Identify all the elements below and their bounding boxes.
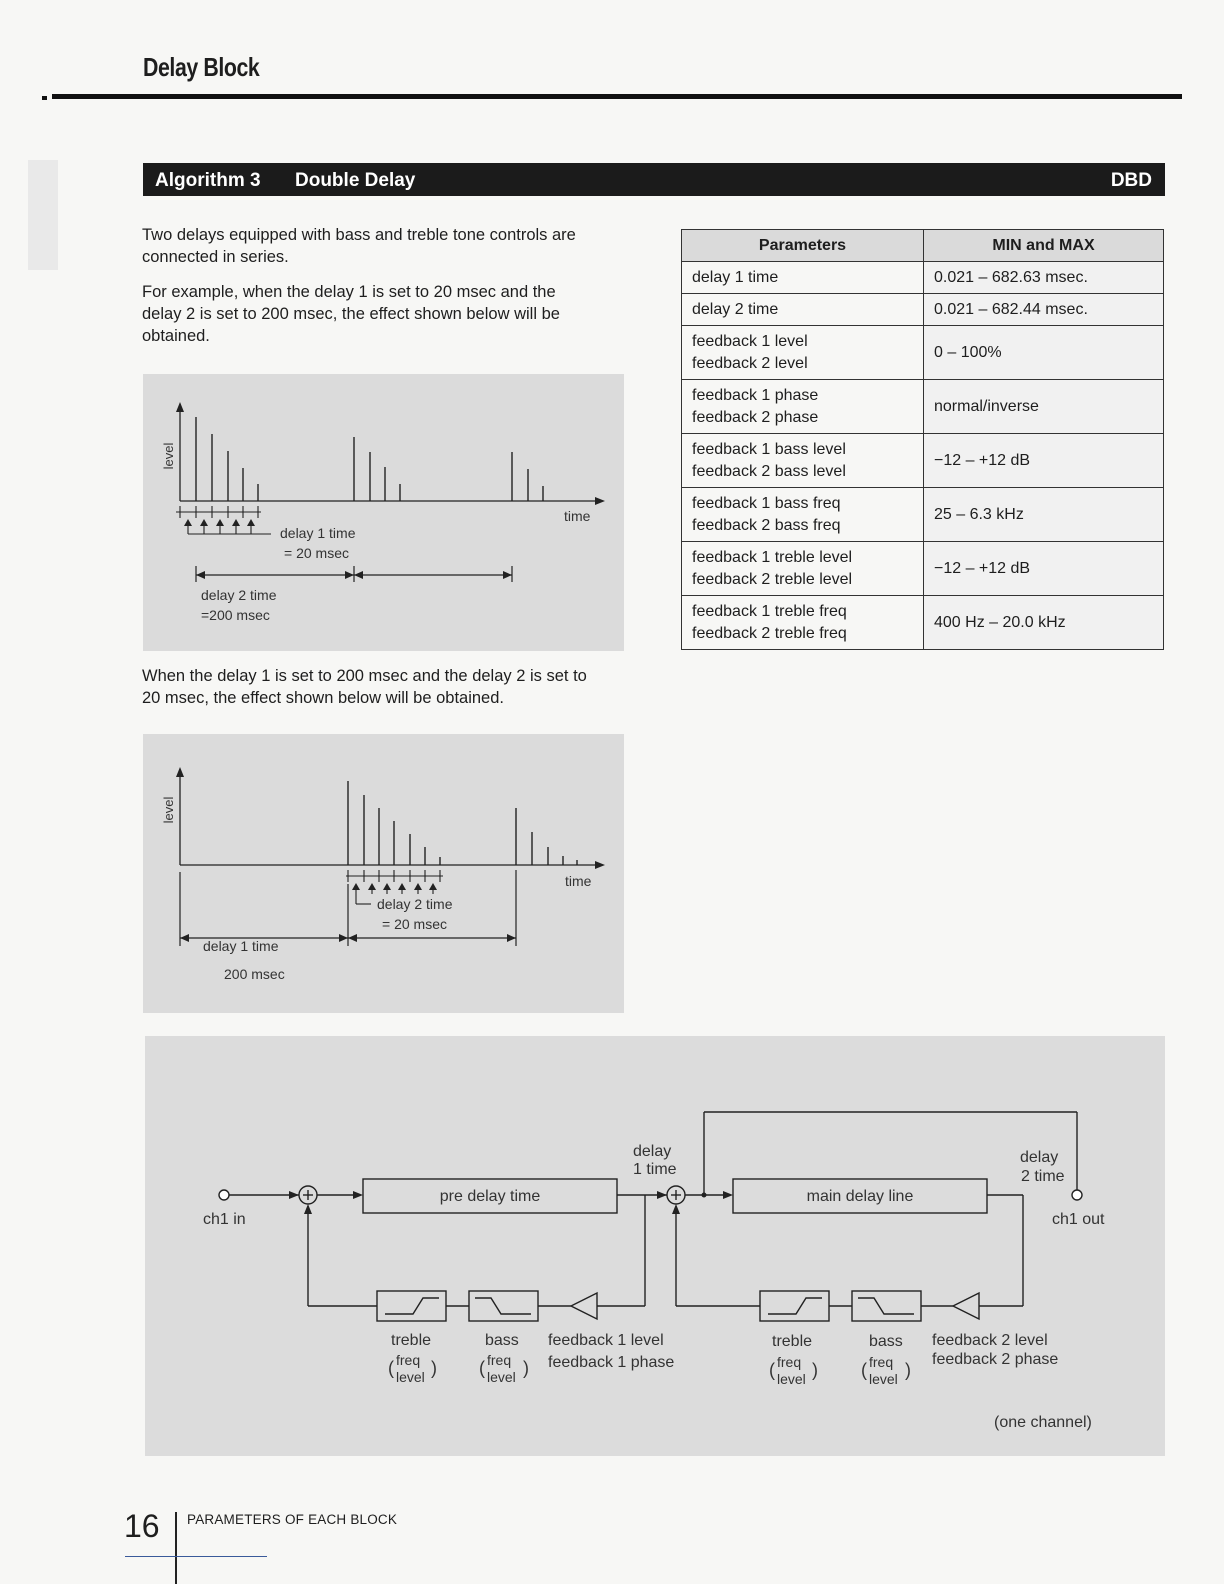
algorithm-code: DBD xyxy=(1110,170,1152,191)
side-tab xyxy=(28,160,58,270)
page-title: Delay Block xyxy=(143,52,260,82)
delay1-time-label: 1 time xyxy=(633,1161,677,1178)
table-row xyxy=(682,294,1164,326)
delay2-label: delay xyxy=(1020,1149,1059,1166)
bass-freq-label: freq xyxy=(487,1352,512,1368)
param-range: 400 Hz – 20.0 kHz xyxy=(924,596,1164,650)
bass-label: bass xyxy=(485,1332,519,1349)
echo-figure-2 xyxy=(143,734,624,1013)
algorithm-name: Double Delay xyxy=(295,170,416,191)
middle-line: 20 msec, the effect shown below will be obtained. xyxy=(142,689,504,707)
feedback-2-phase-label: feedback 2 phase xyxy=(932,1351,1059,1368)
footer-divider xyxy=(175,1512,177,1584)
one-channel-note: (one channel) xyxy=(994,1414,1092,1431)
column-header-parameters: Parameters xyxy=(682,230,924,262)
bass-level-label: level xyxy=(869,1371,898,1387)
delay2-label: delay 2 time xyxy=(201,587,277,603)
param-name: feedback 1 treble freq feedback 2 treble freq xyxy=(682,596,924,650)
param-range: 0.021 – 682.44 msec. xyxy=(924,294,1164,326)
intro-line: connected in series. xyxy=(142,248,289,266)
intro-paragraph-1 xyxy=(142,224,632,268)
bass-freq-label: freq xyxy=(869,1354,894,1370)
feedback-1-phase-label: feedback 1 phase xyxy=(548,1354,675,1371)
treble-label: treble xyxy=(391,1332,432,1349)
x-axis-label: time xyxy=(565,873,592,889)
param-range: −12 – +12 dB xyxy=(924,434,1164,488)
algorithm-bar xyxy=(143,163,1165,196)
param-name: feedback 1 treble level feedback 2 treble level xyxy=(682,542,924,596)
delay1-value: 200 msec xyxy=(224,966,285,982)
y-axis-label: level xyxy=(161,442,176,470)
bass-label: bass xyxy=(869,1333,903,1350)
output-terminal xyxy=(1072,1190,1082,1200)
treble-freq-label: freq xyxy=(396,1352,421,1368)
param-range: 0 – 100% xyxy=(924,326,1164,380)
parameter-table xyxy=(681,229,1164,650)
param-name: feedback 1 phase feedback 2 phase xyxy=(682,380,924,434)
intro-line: Two delays equipped with bass and treble tone controls are xyxy=(142,226,576,244)
table-row xyxy=(682,542,1164,596)
svg-text:): ) xyxy=(431,1358,437,1378)
block-diagram xyxy=(145,1036,1165,1456)
table-row xyxy=(682,488,1164,542)
treble-label: treble xyxy=(772,1333,813,1350)
feedback-1-level-label: feedback 1 level xyxy=(548,1332,664,1349)
column-header-range: MIN and MAX xyxy=(924,230,1164,262)
table-row xyxy=(682,380,1164,434)
figure-background xyxy=(143,734,624,1013)
algorithm-label: Algorithm 3 xyxy=(155,170,261,191)
param-range: −12 – +12 dB xyxy=(924,542,1164,596)
param-name: feedback 1 level feedback 2 level xyxy=(682,326,924,380)
param-range: 25 – 6.3 kHz xyxy=(924,488,1164,542)
page-number: 16 xyxy=(124,1508,160,1544)
svg-text:(: ( xyxy=(861,1360,867,1380)
table-row xyxy=(682,596,1164,650)
main-delay-label: main delay line xyxy=(806,1188,914,1205)
footer-section: PARAMETERS OF EACH BLOCK xyxy=(187,1512,398,1527)
param-range: 0.021 – 682.63 msec. xyxy=(924,262,1164,294)
output-label: ch1 out xyxy=(1052,1211,1105,1228)
input-terminal xyxy=(219,1190,229,1200)
input-label: ch1 in xyxy=(203,1211,246,1228)
table-row xyxy=(682,326,1164,380)
delay2-label: delay 2 time xyxy=(377,896,453,912)
delay1-label: delay xyxy=(633,1143,672,1160)
delay2-time-label: 2 time xyxy=(1021,1168,1065,1185)
delay1-value: = 20 msec xyxy=(284,545,349,561)
treble-freq-label: freq xyxy=(777,1354,802,1370)
footer-underline xyxy=(125,1556,267,1557)
x-axis-label: time xyxy=(564,508,591,524)
svg-text:): ) xyxy=(523,1358,529,1378)
svg-text:(: ( xyxy=(388,1358,394,1378)
treble-level-label: level xyxy=(396,1369,425,1385)
svg-text:(: ( xyxy=(479,1358,485,1378)
middle-line: When the delay 1 is set to 200 msec and the delay 2 is set to xyxy=(142,667,587,685)
table-row xyxy=(682,434,1164,488)
intro-line: obtained. xyxy=(142,327,210,345)
middle-paragraph xyxy=(142,665,632,709)
svg-text:): ) xyxy=(812,1360,818,1380)
intro-line: For example, when the delay 1 is set to 20 msec and the xyxy=(142,283,556,301)
feedback-2-level-label: feedback 2 level xyxy=(932,1332,1048,1349)
delay1-label: delay 1 time xyxy=(280,525,356,541)
table-row xyxy=(682,262,1164,294)
param-name: feedback 1 bass freq feedback 2 bass freq xyxy=(682,488,924,542)
param-name: delay 2 time xyxy=(682,294,924,326)
treble-level-label: level xyxy=(777,1371,806,1387)
delay1-label: delay 1 time xyxy=(203,938,279,954)
title-rule xyxy=(52,94,1182,99)
pre-delay-label: pre delay time xyxy=(439,1188,541,1205)
diagram-background xyxy=(145,1036,1165,1456)
param-name: delay 1 time xyxy=(682,262,924,294)
svg-text:(: ( xyxy=(769,1360,775,1380)
bass-level-label: level xyxy=(487,1369,516,1385)
table-header-row xyxy=(682,230,1164,262)
delay2-value: =200 msec xyxy=(201,607,270,623)
param-name: feedback 1 bass level feedback 2 bass level xyxy=(682,434,924,488)
y-axis-label: level xyxy=(161,796,176,824)
intro-paragraph-2 xyxy=(142,281,632,347)
param-range: normal/inverse xyxy=(924,380,1164,434)
svg-text:): ) xyxy=(905,1360,911,1380)
rule-dot xyxy=(42,96,47,100)
delay2-value: = 20 msec xyxy=(382,916,447,932)
echo-figure-1 xyxy=(143,374,624,651)
intro-line: delay 2 is set to 200 msec, the effect shown below will be xyxy=(142,305,560,323)
